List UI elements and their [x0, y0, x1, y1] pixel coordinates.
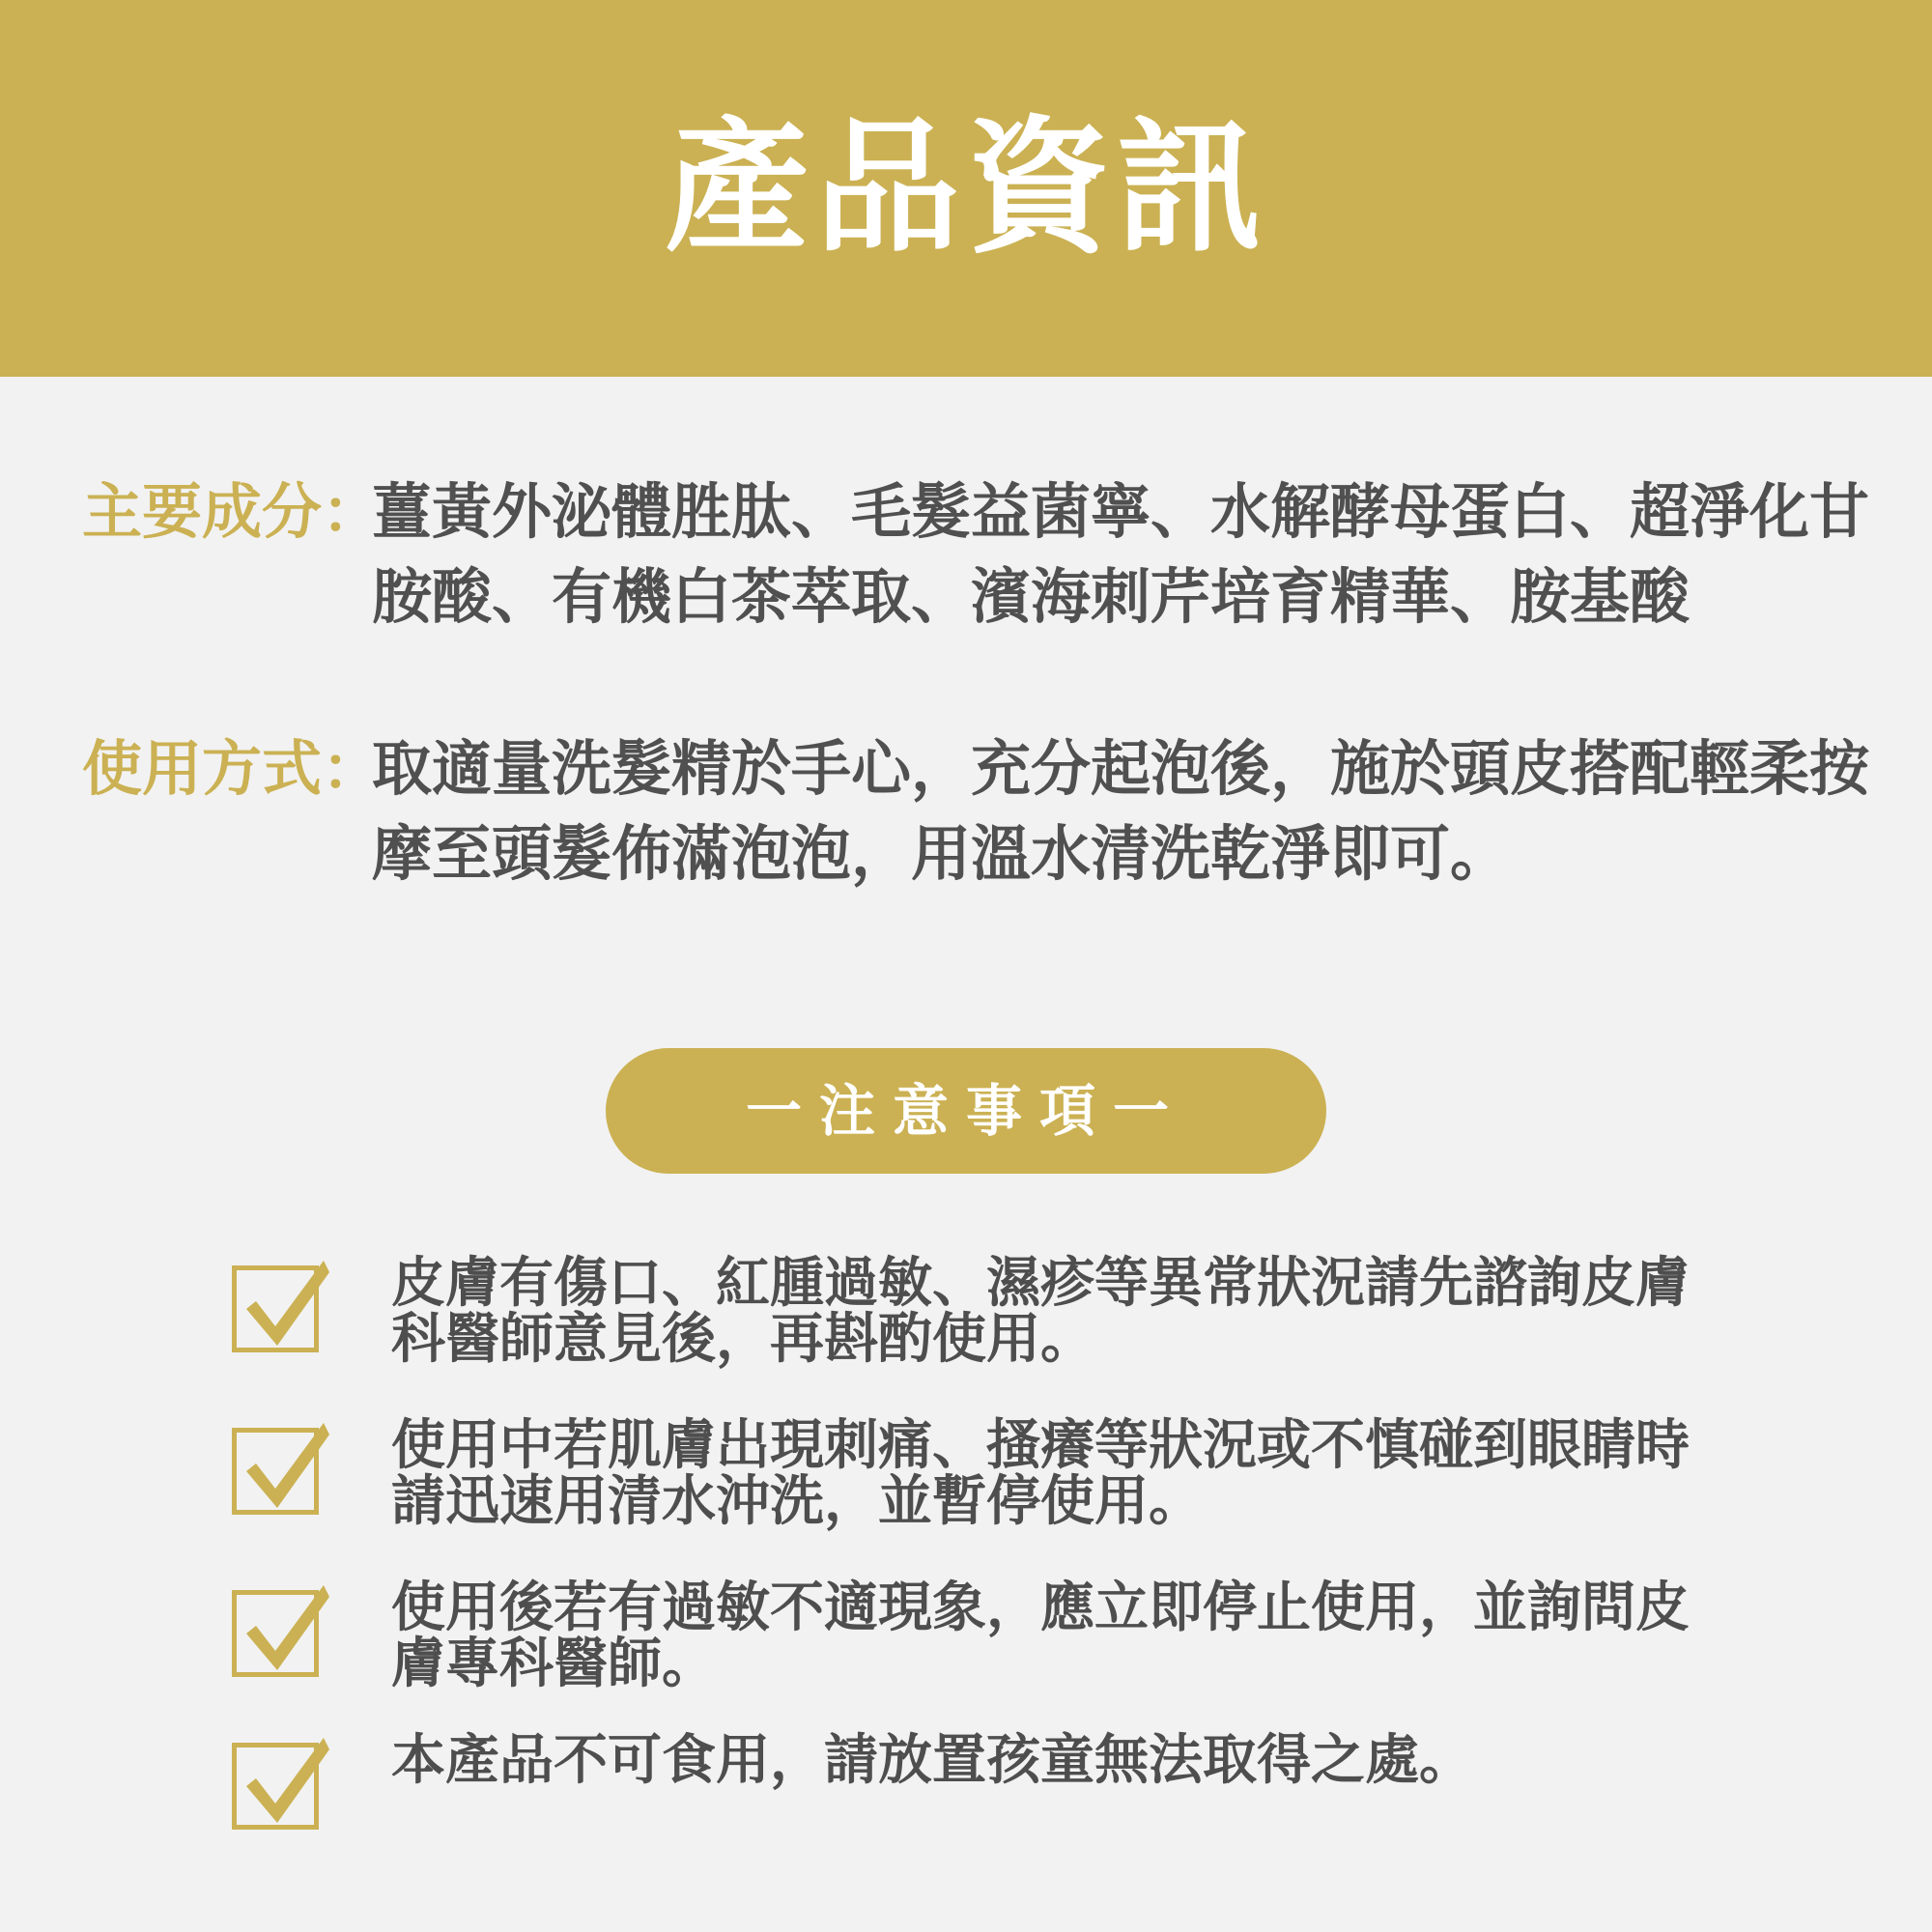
ingredients-text-line: 胺酸、有機白茶萃取、濱海刺芹培育精華、胺基酸: [372, 561, 1690, 632]
page-title: 產品資訊: [664, 104, 1267, 272]
ingredients-text-line: 薑黃外泌體胜肽、毛髮益菌寧、水解酵母蛋白、超淨化甘: [372, 476, 1870, 547]
notice-text-line: 使用中若肌膚出現刺痛、搔癢等狀況或不慎碰到眼睛時: [391, 1414, 1690, 1477]
notice-text-line: 皮膚有傷口、紅腫過敏、濕疹等異常狀況請先諮詢皮膚: [391, 1252, 1690, 1315]
notice-text-line: 科醫師意見後，再斟酌使用。: [391, 1308, 1094, 1371]
usage-text-line: 取適量洗髮精於手心，充分起泡後，施於頭皮搭配輕柔按: [372, 733, 1870, 804]
notice-text-line: 本產品不可食用，請放置孩童無法取得之處。: [391, 1729, 1473, 1792]
notice-text-line: 使用後若有過敏不適現象，應立即停止使用，並詢問皮: [391, 1577, 1690, 1639]
notice-text-line: 請迅速用清水沖洗，並暫停使用。: [391, 1470, 1203, 1533]
notice-text-line: 膚專科醫師。: [391, 1633, 716, 1695]
checkbox-checked-icon: [232, 1590, 319, 1677]
checkbox-checked-icon: [232, 1428, 319, 1515]
header-banner: [0, 0, 1932, 377]
usage-label: 使用方式：: [82, 733, 383, 804]
notice-title-pill: 一注意事項一: [606, 1048, 1326, 1174]
usage-text-line: 摩至頭髮佈滿泡泡，用溫水清洗乾淨即可。: [372, 818, 1511, 889]
ingredients-label: 主要成分：: [82, 476, 383, 547]
checkbox-checked-icon: [232, 1265, 319, 1352]
checkbox-checked-icon: [232, 1743, 319, 1830]
